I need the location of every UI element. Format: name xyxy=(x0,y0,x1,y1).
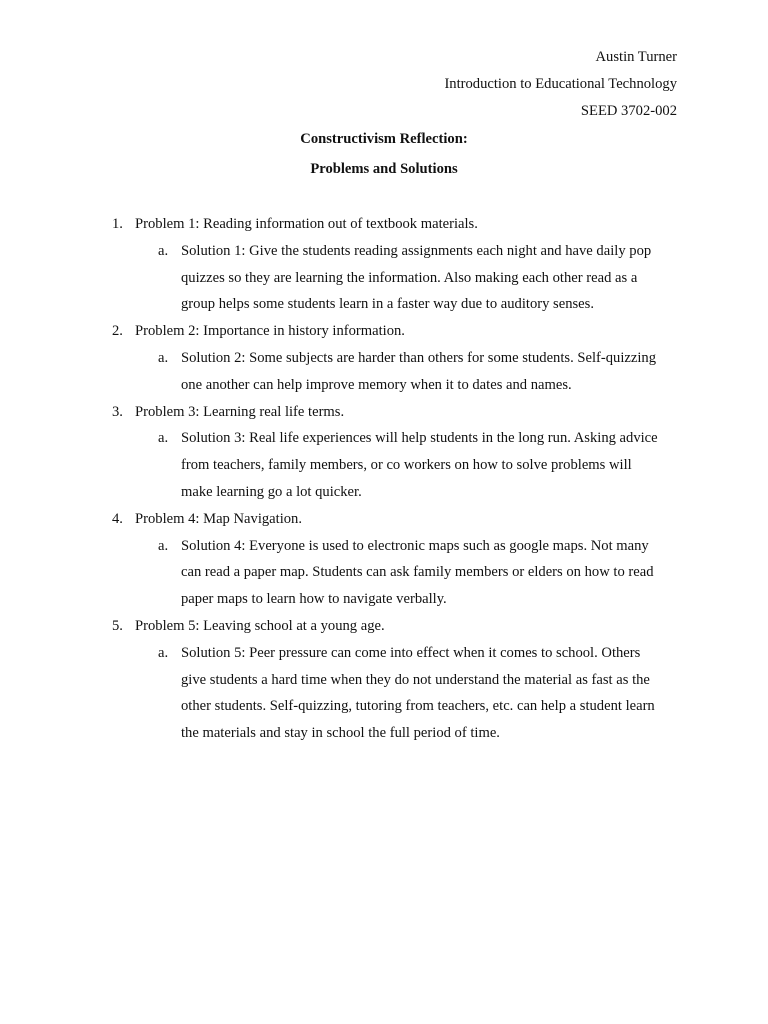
solution-line: give students a hard time when they do not understand the material as fast as the xyxy=(181,671,650,688)
problem-text: Problem 1: Reading information out of textbook materials. xyxy=(135,216,478,232)
problem-list xyxy=(0,211,768,747)
solution-letter: a. xyxy=(158,242,169,259)
solution-line: other students. Self-quizzing, tutoring from teachers, etc. can help a student learn xyxy=(181,698,655,715)
solution-text xyxy=(181,345,681,399)
solution-line: paper maps to learn how to navigate verbally. xyxy=(181,591,447,608)
course-name: Introduction to Educational Technology xyxy=(444,75,677,92)
solution-line: can read a paper map. Students can ask family members or elders on how to read xyxy=(181,564,654,581)
solution-letter: a. xyxy=(158,349,169,366)
title-line-1: Constructivism Reflection: xyxy=(300,131,468,147)
solution-line: Solution 4: Everyone is used to electronic maps such as google maps. Not many xyxy=(181,537,649,554)
problem-item xyxy=(0,613,768,747)
problem-number: 1. xyxy=(112,216,123,232)
problem-item xyxy=(0,399,768,506)
problem-number: 2. xyxy=(112,323,123,340)
solution-text xyxy=(181,425,681,505)
problem-text: Problem 2: Importance in history information. xyxy=(135,323,405,340)
title-line-2: Problems and Solutions xyxy=(310,161,458,177)
document-header xyxy=(444,44,677,124)
solution-line: Solution 5: Peer pressure can come into effect when it comes to school. Others xyxy=(181,644,641,661)
problem-number: 3. xyxy=(112,403,123,420)
solution-text xyxy=(181,640,681,747)
problem-item xyxy=(0,211,768,318)
solution-letter: a. xyxy=(158,644,169,661)
solution-line: group helps some students learn in a faster way due to auditory senses. xyxy=(181,296,594,313)
problem-number: 4. xyxy=(112,510,123,527)
solution-letter: a. xyxy=(158,430,169,447)
solution-line: quizzes so they are learning the information. Also making each other read as a xyxy=(181,269,638,286)
solution-line: from teachers, family members, or co workers on how to solve problems will xyxy=(181,457,632,474)
solution-item xyxy=(0,425,768,505)
problem-text: Problem 5: Leaving school at a young age. xyxy=(135,617,385,634)
solution-text xyxy=(181,533,681,613)
solution-line: Solution 1: Give the students reading assignments each night and have daily pop xyxy=(181,242,652,259)
problem-number: 5. xyxy=(112,617,123,634)
solution-line: make learning go a lot quicker. xyxy=(181,483,362,500)
problem-item xyxy=(0,318,768,398)
solution-line: one another can help improve memory when it to dates and names. xyxy=(181,376,572,393)
solution-letter: a. xyxy=(158,537,169,554)
solution-item xyxy=(0,345,768,399)
problem-text: Problem 3: Learning real life terms. xyxy=(135,403,345,420)
solution-item xyxy=(0,238,768,318)
solution-line: Solution 3: Real life experiences will help students in the long run. Asking advice xyxy=(181,430,658,447)
solution-line: the materials and stay in school the full period of time. xyxy=(181,725,500,742)
author-name: Austin Turner xyxy=(595,49,677,65)
document-title xyxy=(0,124,768,184)
solution-line: Solution 2: Some subjects are harder than others for some students. Self-quizzing xyxy=(181,349,657,366)
solution-item xyxy=(0,640,768,747)
problem-text: Problem 4: Map Navigation. xyxy=(135,510,302,527)
solution-text xyxy=(181,238,681,318)
course-section: SEED 3702-002 xyxy=(580,102,677,119)
problem-item xyxy=(0,506,768,613)
solution-item xyxy=(0,533,768,613)
